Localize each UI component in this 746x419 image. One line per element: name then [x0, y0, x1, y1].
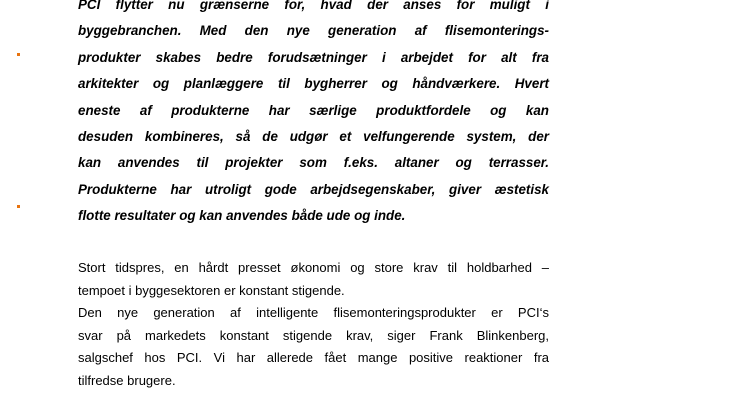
intro-line: flotte resultater og kan anvendes både ude og inde. — [78, 208, 406, 224]
body-line: Stort tidspres, en hårdt presset økonomi og store krav til holdbarhed – — [78, 260, 549, 275]
bullet-marker — [17, 53, 20, 56]
intro-line: PCI flytter nu grænserne for, hvad der anses for muligt i — [78, 0, 549, 12]
intro-paragraph — [78, 0, 549, 230]
intro-line: Produkterne har utroligt gode arbejdsegenskaber, giver æstetisk — [78, 181, 549, 197]
intro-line: arkitekter og planlæggere til bygherrer og håndværkere. Hvert — [78, 76, 549, 92]
body-line: Den nye generation af intelligente flisemonteringsprodukter er PCI‘s — [78, 305, 549, 320]
body-line: tempoet i byggesektoren er konstant stigende. — [78, 282, 345, 298]
intro-line: eneste af produkterne har særlige produktfordele og kan — [78, 102, 549, 118]
intro-line: byggebranchen. Med den nye generation af flisemonterings- — [78, 23, 549, 39]
body-line: tilfredse brugere. — [78, 372, 176, 388]
body-line: salgschef hos PCI. Vi har allerede fået mange positive reaktioner fra — [78, 350, 549, 365]
body-paragraph — [78, 257, 549, 392]
intro-line: desuden kombineres, så de udgør et velfungerende system, der — [78, 129, 549, 145]
body-line: svar på markedets konstant stigende krav, siger Frank Blinkenberg, — [78, 327, 549, 343]
bullet-marker — [17, 205, 20, 208]
intro-line: kan anvendes til projekter som f.eks. altaner og terrasser. — [78, 155, 549, 171]
intro-line: produkter skabes bedre forudsætninger i arbejdet for alt fra — [78, 49, 549, 65]
